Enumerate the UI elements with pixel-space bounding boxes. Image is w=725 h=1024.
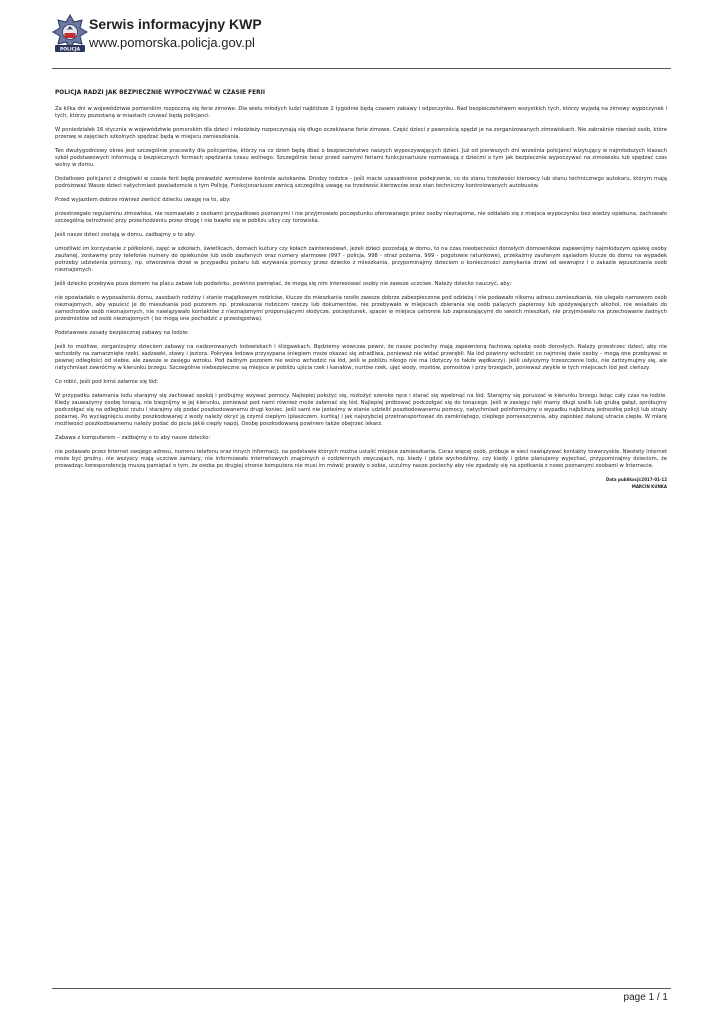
article-paragraph: Jeśli to możliwe, zorganizujmy dzieciom zabawy na nadzorowanych lodowiskach i ślizgawkach. Będziemy wówczas pewni, że nasze pociechy mają zapewnioną fachową opiekę osób dorosłych. Należy przestrzec dzieci, aby nie wchodziły na zamarznięte rzeki, sadzawki, stawy i jeziora. Pokrywa lodowa przysypana śniegiem może okazać się zdradliwa, ponieważ nie widać przerębli. Na lód powinny wchodzić co najmniej dwie osoby – mogą one przebywać w pewnej odległości od siebie, ale zawsze w zasięgu wzroku. Pod żadnym pozorem nie wolno wchodzić na lód, jeśli w pobliżu nikogo nie ma (dotyczy to także wędkarzy). Jeśli usłyszymy trzeszczenie lodu, nie zatrzymujmy się, ale natychmiast zawróćmy w kierunku brzegu. Szczególnie niebezpieczne są miejsca w pobliżu ujścia rzek i kanałów, nurtów rzek, ujęć wody, mostów, pomostów i przy brzegach, ponieważ zwykle w tych miejscach lód jest cieńszy. [55, 344, 667, 371]
police-star-badge-icon [52, 14, 88, 58]
logo-text: POLICJA [59, 47, 81, 53]
article-paragraph: Podstawowe zasady bezpiecznej zabawy na lodzie: [55, 330, 189, 336]
article-paragraph: Przed wyjazdem dobrze również zwrócić dziecku uwagę na to, aby: [55, 197, 231, 203]
article [55, 90, 667, 489]
page-number: page 1 / 1 [623, 992, 668, 1003]
article-paragraph: W przypadku załamania lodu starajmy się zachować spokój i próbujmy wzywać pomocy. Najlepiej położyć się, rozłożyć szeroko ręce i starać się wpełznąć na lód. Starajmy się poruszać w kierunku brzegu leżąc cały czas na lodzie. Kiedy zauważymy osobę tonącą, nie biegnijmy w jej kierunku, ponieważ pod nami również może załamać się lód. Najlepiej próbować podczołgać się do tonącego. Jeśli w zasięgu ręki mamy długi szalik lub grubą gałąź, spróbujmy podczołgać się na odległość rzutu i starajmy się podać poszkodowanemu drugi koniec. Jeśli sami nie jesteśmy w stanie udzielić poszkodowanemu pomocy, natychmiast poinformujmy o wypadku najbliższą jednostkę policji lub straży pożarnej. Po wyciągnięciu osoby poszkodowanej z wody należy okryć ją czymś ciepłym (płaszczem, kurtką) i jak najszybciej przetransportować do zamkniętego, ciepłego pomieszczenia, aby zapobiec dalszej utracie ciepła. W miarę możliwości poszkodowanemu należy podać do picia jakiś ciepły napój. Osobę poszkodowaną powinien także obejrzeć lekarz. [55, 393, 667, 427]
site-title: Serwis informacyjny KWP [89, 16, 262, 32]
article-paragraph: Za kilka dni w województwie pomorskim rozpoczną się ferie zimowe. Dla wielu młodych ludzi najbliższe 2 tygodnie będą czasem zabawy i odpoczynku. Nad bezpieczeństwem wszystkich tych, którzy wyjadą na zimowy wypoczynek i tych, którzy pozostaną w miastach czuwać będą policjanci. [55, 106, 667, 119]
publication-date: Data publikacji:2017-01-12 [606, 477, 667, 482]
header-divider [52, 68, 671, 69]
article-paragraph: nie opowiadało o wyposażeniu domu, zasobach rodziny i stanie majątkowym rodziców, klucze do mieszkania nosiło zawsze dobrze zabezpieczone pod odzieżą i nie podawało nikomu adresu zamieszkania, nie ulegało namowom osób nieznajomych, aby wpuścić je do mieszkania pod pozorem np. przekazania rodzicom rzeczy lub dokumentów, nie przebywało w miejscach zbierania się osób palących papierosy lub spożywających alkohol, nie wsiadało do samochodów osób nieznajomych, nie nawiązywało kontaktów z nieznajomymi proponującymi słodycze, poczęstunek, spacer w miejsca ustronne lub zapraszającymi do swoich mieszkań, nie przyjmowało na przechowanie żadnych przedmiotów od osób nieznajomych ( bo mogą one pochodzić z przestępstwa). [55, 295, 667, 322]
author-name: MARCIN KUNKA [631, 484, 667, 489]
site-url[interactable]: www.pomorska.policja.gov.pl [89, 35, 255, 50]
article-paragraph: Zabawa z komputerem – zadbajmy o to aby nasze dziecko: [55, 435, 211, 441]
article-paragraph: W poniedziałek 16 stycznia w województwie pomorskim dla dzieci i młodzieży rozpoczynają się długo oczekiwane ferie zimowe. Część dzieci z pewnością spędzi je na zorganizowanych zimowiskach. Nie zabraknie również osób, które przerwę w zajęciach szkolnych spędzać będą w miejscu zamieszkania. [55, 127, 667, 140]
article-paragraph: Dodatkowo policjanci z drogówki w czasie ferii będą prowadzić wzmożone kontrole autokarów. Drodzy rodzice - jeśli macie uzasadnione podejrzenie, co do stanu trzeźwości kierowcy lub stanu technicznego autokaru, którym mają podróżować Wasze dzieci natychmiast powiadomcie o tym Policję. Funkcjonariusze zwrócą szczególną uwagę na trzeźwość kierowców oraz stan techniczny kontrolowanych autobusów. [55, 176, 667, 189]
site-header [52, 14, 672, 64]
article-paragraph: umożliwić im korzystanie z półkolonii, zajęć w szkołach, świetlicach, domach kultury czy kołach zainteresowań, jeżeli dzieci pozostają w domu, to na czas nieobecności dorosłych domowników zapewnijmy najmłodszym opiekę osoby zaufanej, zostawmy przy telefonie numery do opiekunów lub osób zaufanych oraz numery alarmowe (997 - policja, 998 - straż pożarna, 999 - pogotowie ratunkowe), przekażmy zaufanym sąsiadom klucze do domu na wypadek potrzeby udzielenia pomocy, np. otworzenia drzwi w przypadku pożaru lub wzywania pomocy przez dziecko z mieszkania, przypominajmy dzieciom o konieczności zamykania drzwi od wewnątrz i o zakazie wpuszczania osób nieznajomych. [55, 246, 667, 273]
article-paragraph: przestrzegało regulaminu zimowiska, nie rozmawiało z osobami przypadkowo poznanymi i nie przyjmowało poczęstunku oferowanego przez osoby nieznajome, nie oddalało się z miejsca wypoczynku bez wiedzy opiekuna, zachowało szczególną ostrożność przy przechodzeniu przez drogę i nie bawiło się w pobliżu ulicy czy torowiska. [55, 211, 667, 224]
article-title: POLICJA RADZI JAK BEZPIECZNIE WYPOCZYWAĆ W CZASIE FERII [55, 90, 266, 96]
article-paragraph: nie podawało przez Internet swojego adresu, numeru telefonu oraz innych informacji, na podstawie których można ustalić miejsce zamieszkania. Coraz więcej osób, próbuje w sieci nawiązywać kontakty towarzyskie. Niestety Internet może być groźny, nie wszyscy mają uczciwe zamiary, nie informowało internetowych znajomych o codziennych zwyczajach, np. kiedy i gdzie wychodzimy, czy kiedy i gdzie planujemy wyjechać, przypominajmy dzieciom, że prowadząc korespondencję muszą pamiętać o tym, że osoba po drugiej stronie komputera nie musi im mówić prawdy o sobie, uczulmy nasze pociechy aby nie zgadzały się na spotkania z nowo poznanymi osobami w Internecie. [55, 449, 667, 469]
article-paragraph: Co robić, jeśli pod kimś załamie się lód: [55, 379, 159, 385]
article-paragraph: Jeśli nasze dzieci zostają w domu, zadbajmy o to aby: [55, 232, 196, 238]
article-paragraph: Jeśli dziecko przebywa poza domem na placu zabaw lub podwórku, powinno pamiętać, że mogą się nim interesować osoby nie zawsze uczciwe. Należy dziecko nauczyć, aby: [55, 281, 512, 287]
footer-divider [52, 988, 671, 989]
article-paragraph: Ten dwutygodniowy okres jest szczególnie pracowity dla policjantów, którzy na co dzień będą dbać o bezpieczeństwo naszych wypoczywających dzieci. Już od pierwszych dni września policjanci wizytujący w najmłodszych klasach szkół podstawowych informują o bezpiecznych formach spędzania czasu wolnego. Szczególnie teraz przed samymi feriami funkcjonariusze rozmawiają z dziećmi o tym jak bezpiecznie wypoczywać na zimowisku lub spędzać czas wolny w domu. [55, 148, 667, 168]
article-body [55, 106, 667, 470]
